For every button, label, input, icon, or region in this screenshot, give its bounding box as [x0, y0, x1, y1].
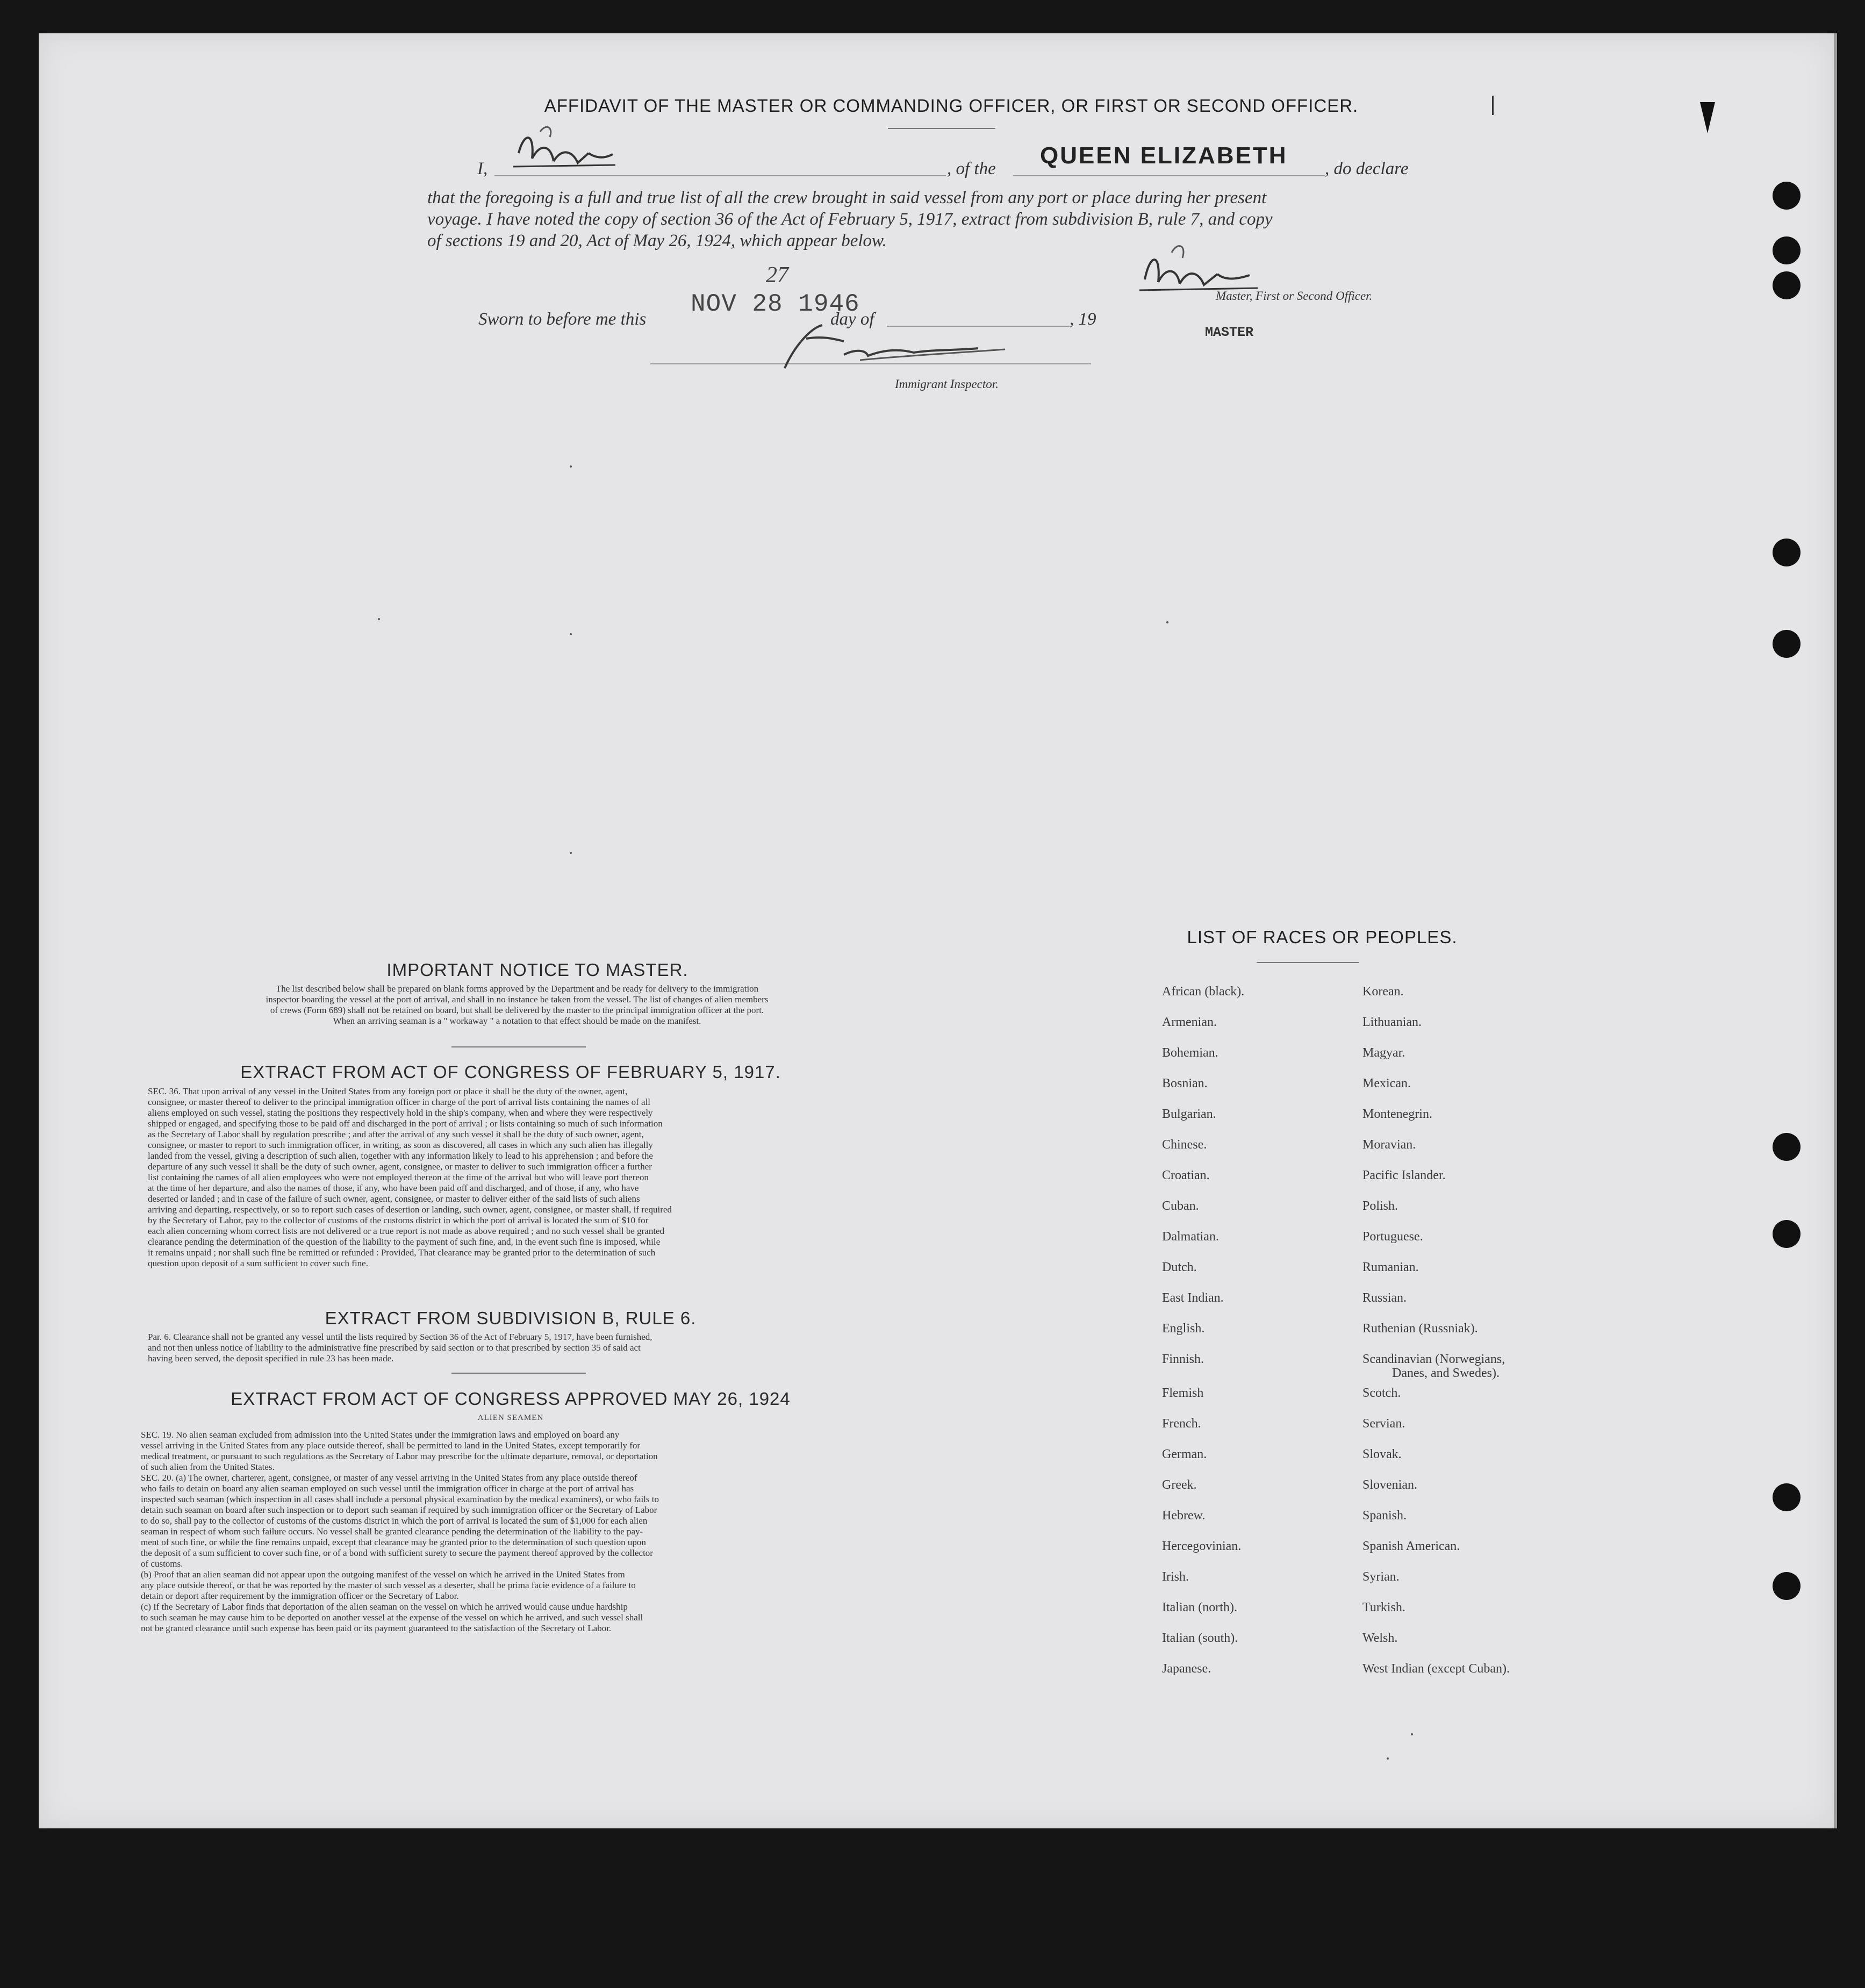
sworn-date-stamp: NOV 28 1946 [691, 290, 860, 318]
extract-1924-line: (c) If the Secretary of Labor finds that deportation of the alien seaman on the vessel on which he arrived would cause undue hardship [141, 1602, 628, 1612]
extract-1917-line: consignee, or master to report to such immigration officer, in writing, as soon as discovered, all cases in which any such alien has illegally [148, 1140, 653, 1150]
affidavit-of-the: , of the [947, 159, 996, 178]
race-item: German. [1162, 1447, 1207, 1461]
race-item: Russian. [1362, 1291, 1407, 1305]
inspector-label: Immigrant Inspector. [895, 377, 999, 391]
punch-hole-icon [1773, 1220, 1801, 1248]
sworn-year: , 19 [1070, 310, 1096, 329]
race-item: Spanish. [1362, 1509, 1407, 1523]
notice-divider [451, 1046, 586, 1047]
race-item: Dutch. [1162, 1260, 1197, 1274]
punch-hole-icon [1773, 1483, 1801, 1511]
extract-1924-line: vessel arriving in the United States from any place outside thereof, shall be permitted to land in the United States, except temporarily for [141, 1440, 641, 1451]
race-item: Welsh. [1362, 1631, 1398, 1645]
extract-1924-line: detain such seaman on board after such inspection or to deport such seaman if required by such immigration officer or the Secretary of Labor [141, 1505, 657, 1515]
extract-1917-line: at the time of her departure, and also the names of those, if any, who have been paid off and discharged, and of those, if any, who have [148, 1183, 639, 1193]
vessel-name: QUEEN ELIZABETH [1040, 142, 1288, 169]
notice-text [141, 984, 893, 1027]
rule6-line: having been served, the deposit specified in rule 23 has been made. [148, 1353, 394, 1363]
punch-hole-icon [1773, 236, 1801, 264]
race-item: Danes, and Swedes). [1392, 1366, 1500, 1380]
race-item: Hercegovinian. [1162, 1539, 1242, 1553]
notice-line: of crews (Form 689) shall not be retained on board, but shall be delivered by the master to the principal immigration officer at the port. [270, 1005, 764, 1015]
affidavit-line1-suffix: , do declare [1325, 159, 1409, 178]
extract-1924-line: detain or deport after requirement by the immigration officer or the Secretary of Labor. [141, 1591, 459, 1601]
race-item: Ruthenian (Russniak). [1362, 1322, 1478, 1336]
notice-line: The list described below shall be prepared on blank forms approved by the Department and be ready for delivery to the immigration [275, 984, 759, 994]
punch-hole-icon [1773, 539, 1801, 566]
scan-speck [1387, 1757, 1389, 1760]
race-item: Lithuanian. [1362, 1015, 1422, 1029]
scan-speck [570, 465, 572, 468]
race-item: Mexican. [1362, 1076, 1411, 1090]
extract-1917-title: EXTRACT FROM ACT OF CONGRESS OF FEBRUARY 5, 1917. [240, 1062, 781, 1082]
race-item: West Indian (except Cuban). [1362, 1662, 1510, 1676]
punch-hole-icon [1773, 630, 1801, 658]
race-item: Dalmatian. [1162, 1230, 1219, 1244]
race-item: Scotch. [1362, 1386, 1401, 1400]
punch-hole-icon [1773, 1572, 1801, 1600]
race-item: Hebrew. [1162, 1509, 1206, 1523]
races-divider [1257, 962, 1359, 963]
scan-speck [1411, 1733, 1413, 1735]
race-item: Greek. [1162, 1478, 1197, 1492]
notice-title: IMPORTANT NOTICE TO MASTER. [386, 960, 688, 980]
extract-1917-line: shipped or engaged, and specifying those to be paid off and discharged in the port of arrival ; or lists containing so much of such information [148, 1118, 663, 1129]
rule6-line: and not then unless notice of liability to the administrative fine prescribed by said section or to that prescribed by section 35 of said act [148, 1343, 641, 1353]
extract-1924-line: who fails to detain on board any alien seaman employed on such vessel until the immigration officer in charge at the port of arrival has [141, 1483, 634, 1494]
race-item: African (black). [1162, 985, 1245, 999]
margin-tab-icon [1700, 102, 1715, 133]
title-divider [888, 128, 995, 129]
punch-hole-icon [1773, 182, 1801, 210]
extract-1924-line: of such alien from the United States. [141, 1462, 275, 1472]
extract-1917-line: list containing the names of all alien employees who were not employed thereon at the time of the arrival but who will leave port thereon [148, 1172, 649, 1182]
sworn-day-of: day of [830, 310, 874, 329]
extract-1924-line: any place outside thereof, or that he was reported by the master of such vessel as a deserter, shall be prima facie evidence of a failure to [141, 1580, 636, 1590]
race-item: Turkish. [1362, 1601, 1405, 1614]
race-item: Pacific Islander. [1362, 1168, 1446, 1182]
race-item: Spanish American. [1362, 1539, 1460, 1553]
race-item: East Indian. [1162, 1291, 1224, 1305]
extract-1924-line: SEC. 20. (a) The owner, charterer, agent, consignee, or master of any vessel arriving in the United States from any place outside thereof [141, 1473, 637, 1483]
extract-1917-line: clearance pending the determination of the question of the liability to the payment of such fine, and, in the event such fine is imposed, while [148, 1237, 661, 1247]
extract-1924-text [141, 1430, 888, 1634]
race-item: Portuguese. [1362, 1230, 1423, 1244]
race-item: Syrian. [1362, 1570, 1400, 1584]
extract-1917-line: consignee, or master thereof to deliver to the principal immigration officer in charge of the port of arrival lists containing the names of all [148, 1097, 651, 1107]
extract-1917-line: SEC. 36. That upon arrival of any vessel in the United States from any foreign port or place it shall be the duty of the owner, agent, [148, 1086, 628, 1096]
extract-1924-line: ment of such fine, or while the fine remains unpaid, except that clearance may be granted prior to the determination of such question upon [141, 1537, 646, 1547]
race-item: Italian (north). [1162, 1601, 1237, 1614]
race-item: Korean. [1362, 985, 1404, 999]
affidavit-title: AFFIDAVIT OF THE MASTER OR COMMANDING OFFICER, OR FIRST OR SECOND OFFICER. [544, 96, 1359, 116]
race-item: Armenian. [1162, 1015, 1217, 1029]
officer-label: Master, First or Second Officer. [1216, 289, 1373, 303]
race-item: Magyar. [1362, 1046, 1405, 1060]
race-item: Finnish. [1162, 1352, 1204, 1366]
extract-1917-line: each alien concerning whom correct lists are not delivered or a true report is not made as above required ; and no such vessel shall be granted [148, 1226, 665, 1236]
race-item: Cuban. [1162, 1199, 1199, 1213]
extract-1917-line: deserted or landed ; and in case of the failure of such owner, agent, consignee, or master to deliver either of the said lists of such aliens [148, 1194, 640, 1204]
rule6-line: Par. 6. Clearance shall not be granted any vessel until the lists required by Section 36 of the Act of February 5, 1917, have been furnished, [148, 1332, 652, 1342]
race-item: Croatian. [1162, 1168, 1210, 1182]
races-title: LIST OF RACES OR PEOPLES. [1187, 927, 1458, 947]
notice-line: When an arriving seaman is a " workaway " a notation to that effect should be made on the manifest. [333, 1016, 701, 1026]
extract-1917-line: landed from the vessel, giving a description of such alien, together with any information likely to lead to his apprehension ; and before the [148, 1151, 653, 1161]
extract-1924-line: to do so, shall pay to the collector of customs of the customs district in which the port of arrival is located the sum of $1,000 for each alien [141, 1516, 648, 1526]
affidavit-line1-prefix: I, [477, 159, 488, 178]
race-item: Slovenian. [1362, 1478, 1417, 1492]
affidavit-line2: that the foregoing is a full and true list of all the crew brought in said vessel from any port or place during her present [427, 188, 1267, 207]
race-item: English. [1162, 1322, 1205, 1336]
race-item: Flemish [1162, 1386, 1204, 1400]
race-item: Servian. [1362, 1417, 1405, 1431]
race-item: French. [1162, 1417, 1201, 1431]
inspector-signature [774, 317, 1053, 376]
extract-1924-line: not be granted clearance until such expense has been paid or its payment guaranteed to the satisfaction of the Secretary of Labor. [141, 1623, 612, 1633]
sworn-prefix: Sworn to before me this [478, 310, 647, 329]
rule6-divider [451, 1373, 586, 1374]
extract-1917-line: departure of any such vessel it shall be the duty of such owner, agent, consignee, or master to deliver to such immigration officer a further [148, 1161, 652, 1172]
sworn-date-correction: 27 [766, 263, 788, 288]
extract-1924-line: SEC. 19. No alien seaman excluded from admission into the United States under the immigration laws and employed on board any [141, 1430, 620, 1440]
race-item: Japanese. [1162, 1662, 1211, 1676]
extract-1917-line: as the Secretary of Labor shall by regulation prescribe ; and after the arrival of any such vessel it shall be the duty of such owner, agent, [148, 1129, 644, 1139]
race-item: Polish. [1362, 1199, 1398, 1213]
rule6-title: EXTRACT FROM SUBDIVISION B, RULE 6. [325, 1308, 697, 1328]
race-item: Chinese. [1162, 1138, 1207, 1152]
scan-speck [570, 852, 572, 854]
scan-speck [378, 618, 380, 620]
margin-tick [1492, 96, 1494, 115]
race-item: Montenegrin. [1362, 1107, 1432, 1121]
extract-1924-line: (b) Proof that an alien seaman did not appear upon the outgoing manifest of the vessel on which he arrived in the United States from [141, 1569, 625, 1580]
extract-1917-line: it remains unpaid ; nor shall such fine be remitted or refunded : Provided, That clearance may be granted prior to the determination of such [148, 1247, 656, 1258]
extract-1917-line: by the Secretary of Labor, pay to the collector of customs of the customs district in which the port of arrival is located the sum of $10 for [148, 1215, 649, 1225]
race-item: Bohemian. [1162, 1046, 1218, 1060]
master-signature [503, 121, 626, 180]
extract-1924-line: inspected such seaman (which inspection in all cases shall include a personal physical examination by the medical examiners), or who fails to [141, 1494, 659, 1504]
notice-line: inspector boarding the vessel at the port of arrival, and shall in no instance be taken from the vessel. The list of changes of alien members [266, 994, 769, 1004]
affidavit-line3: voyage. I have noted the copy of section 36 of the Act of February 5, 1917, extract from subdivision B, rule 7, and copy [427, 210, 1273, 229]
affidavit-line4: of sections 19 and 20, Act of May 26, 1924, which appear below. [427, 231, 887, 250]
race-item: Rumanian. [1362, 1260, 1419, 1274]
scan-speck [570, 633, 572, 635]
race-item: Bosnian. [1162, 1076, 1208, 1090]
rule6-text [148, 1332, 892, 1364]
race-item: Irish. [1162, 1570, 1189, 1584]
race-item: Bulgarian. [1162, 1107, 1216, 1121]
extract-1924-line: of customs. [141, 1559, 183, 1569]
extract-1917-line: question upon deposit of a sum sufficient to cover such fine. [148, 1258, 368, 1268]
extract-1924-title: EXTRACT FROM ACT OF CONGRESS APPROVED MAY 26, 1924 [231, 1389, 791, 1409]
extract-1917-line: aliens employed on such vessel, stating the positions they respectively hold in the ship's company, when and where they were respectively [148, 1108, 653, 1118]
scan-speck [1166, 621, 1168, 623]
race-item: Slovak. [1362, 1447, 1402, 1461]
page-edge [1834, 33, 1837, 1828]
punch-hole-icon [1773, 271, 1801, 299]
extract-1924-line: medical treatment, or pursuant to such regulations as the Secretary of Labor may prescribe for the ultimate departure, removal, or deportation [141, 1451, 658, 1461]
extract-1917-text [148, 1086, 892, 1269]
master-stamp: MASTER [1205, 325, 1254, 340]
punch-hole-icon [1773, 1133, 1801, 1161]
extract-1917-line: arriving and departing, respectively, or so to report such cases of desertion or landing, such owner, agent, consignee, or master shall, if required [148, 1204, 672, 1215]
extract-1924-line: seaman in respect of whom such failure occurs. No vessel shall be granted clearance pending the determination of the liability to the pay- [141, 1526, 643, 1537]
extract-1924-subtitle: ALIEN SEAMEN [477, 1413, 544, 1422]
extract-1924-line: to such seaman he may cause him to be deported on another vessel at the expense of the vessel on which he arrived, and such vessel shall [141, 1612, 643, 1623]
race-item: Moravian. [1362, 1138, 1416, 1152]
race-item: Scandinavian (Norwegians, [1362, 1352, 1505, 1366]
vessel-fill-line [1013, 175, 1325, 176]
race-item: Italian (south). [1162, 1631, 1238, 1645]
extract-1924-line: the deposit of a sum sufficient to cover such fine, or of a bond with sufficient surety to secure the payment thereof approved by the collector [141, 1548, 653, 1558]
